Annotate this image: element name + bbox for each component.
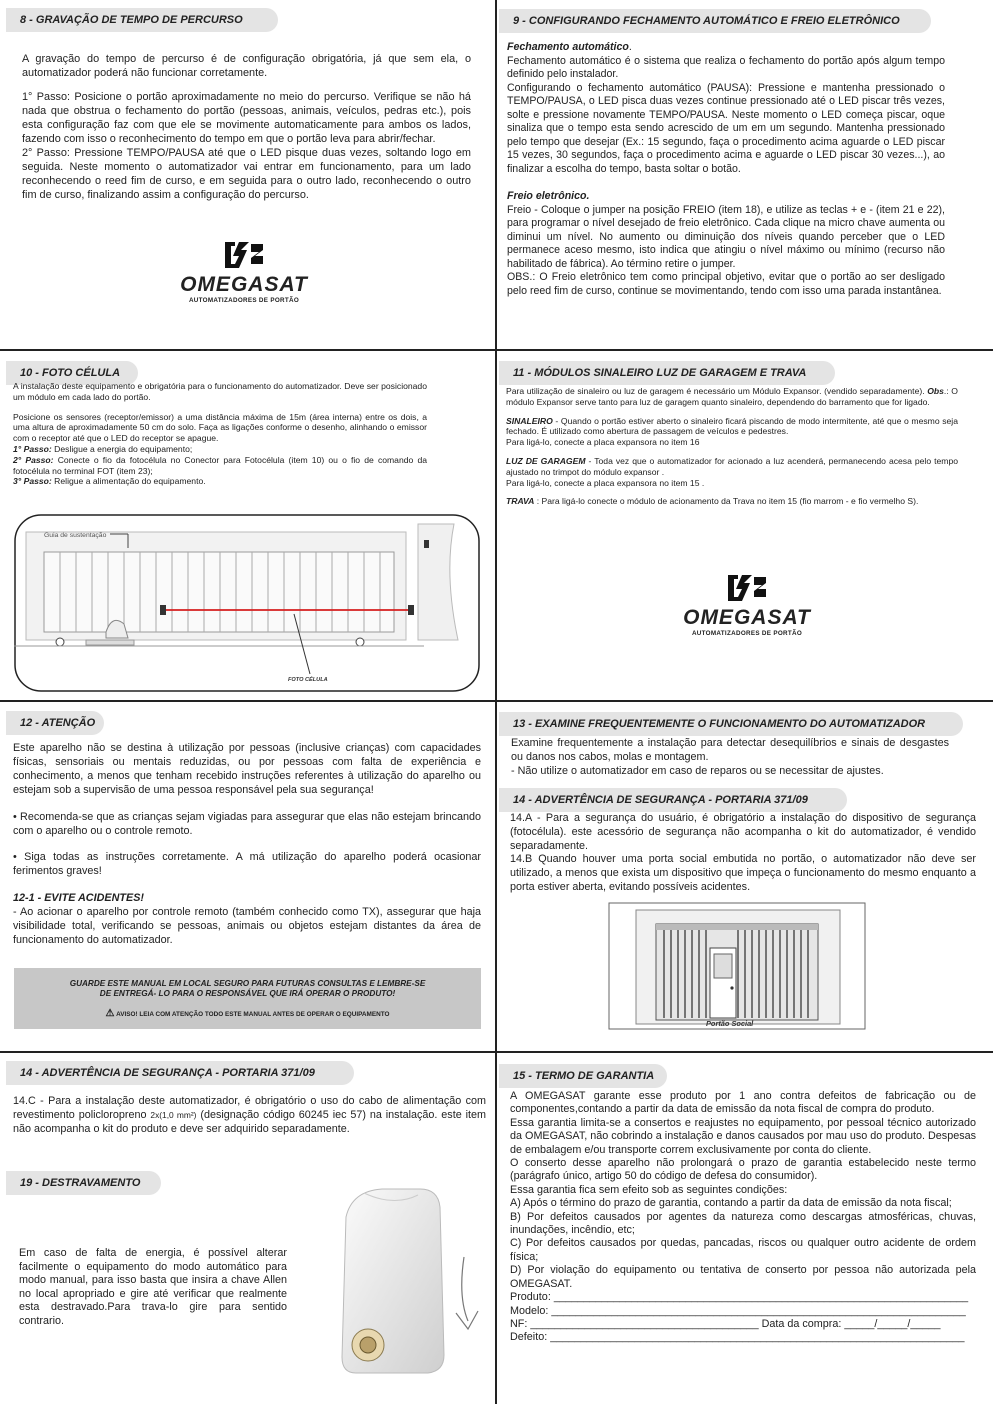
paragraph: 14.A - Para a segurança do usuário, é obrigatório a instalação do dispositivo de segurança (fotocélula). este acessório de segurança não acompanha o kit do automatizador, é vendido separadamente. xyxy=(510,812,976,852)
defeito-field[interactable]: Defeito: _____________________________________________________________________ xyxy=(510,1331,965,1344)
nf-field[interactable]: NF: ______________________________________ Data da compra: _____/_____/_____ xyxy=(510,1317,941,1330)
modelo-field[interactable]: Modelo: _____________________________________________________________________ xyxy=(510,1304,966,1317)
paragraph: A gravação do tempo de percurso é de configuração obrigatória, já que sem ela, o automatizador poderá não funcionar corretamente. xyxy=(22,53,471,79)
paragraph: 14.C - Para a instalação deste automatizador, é obrigatório o uso do cabo de alimentação com revestimento policloropreno xyxy=(13,1095,486,1121)
paragraph: Essa garantia limita-se a consertos e reajustes no equipamento, por pessoal técnico autorizado da OMEGASAT, não cobrindo a instalação e danos causados por mau uso do produto. Despesas de embalagem e/ou transporte correm exclusivamente por conta do cliente. xyxy=(510,1116,976,1156)
warning-triangle-icon: ⚠ xyxy=(105,1008,115,1019)
section-15-title: 15 - TERMO DE GARANTIA xyxy=(499,1064,667,1088)
section-10-body xyxy=(13,381,427,487)
section-19-body xyxy=(19,1247,287,1329)
section-19-title: 19 - DESTRAVAMENTO xyxy=(6,1171,161,1195)
condition-item: D) Por violação do equipamento ou tentativa de conserto por pessoa não autorizada pela OMEGASAT. xyxy=(510,1264,976,1290)
paragraph: Para ligá-lo, conecte a placa expansora no item 15 . xyxy=(506,477,705,488)
motor-unlock-illustration xyxy=(334,1185,494,1377)
section-10 xyxy=(0,351,495,700)
guide-label: Guia de sustentação xyxy=(44,532,107,539)
paragraph: : Para ligá-lo conecte o módulo de acionamento da Trava no item 15 (fio marrom - e fio vermelho S). xyxy=(534,496,919,507)
section-12 xyxy=(0,702,495,1051)
paragraph: 1° Passo: Posicione o portão aproximadamente no meio do percurso. Verifique se não há nada que obstrua o fechamento do portão (pessoas, animais, veículos, pedras etc.), pois esta configuração faz com que ele se movimente automaticamente para ambos os lados, fazendo com isso o reconhecimento do tempo em que o portão leva para abrir/fechar. xyxy=(22,91,471,145)
paragraph: O conserto desse aparelho não prolongará o prazo de garantia estabelecido neste termo (parágrafo único, artigo 50 do código de defesa do consumidor). xyxy=(510,1157,976,1183)
logo-brand: OMEGASAT xyxy=(683,606,811,629)
paragraph: A OMEGASAT garante esse produto por 1 ano contra defeitos de fabricação ou de componentes,contando a partir da data de emissão da nota fiscal de compra do produto. xyxy=(510,1090,976,1116)
paragraph: OBS.: O Freio eletrônico tem como principal objetivo, evitar que o portão ao ser desligado pelo reed fim de curso, continue se movimentando, tendo com isso uma parada instantânea. xyxy=(507,271,945,297)
section-14b-19 xyxy=(0,1053,495,1404)
paragraph: Para utilização de sinaleiro ou luz de garagem é necessário um Módulo Expansor. (vendido separadamente). xyxy=(506,386,928,396)
section-14b-body xyxy=(13,1095,486,1136)
paragraph: Em caso de falta de energia, é possível alterar facilmente o equipamento do modo automático para modo manual, para isso basta que insira a chave Allen no local apropriado e gire até verificar que realmente esta destravado.Para trava-lo gire para sentido contrario. xyxy=(19,1247,287,1327)
paragraph: .: O módulo Expansor serve tanto para luz de garagem quanto sinaleiro, dependendo do barramento que for ligado. xyxy=(506,386,958,407)
section-13-14 xyxy=(497,702,993,1051)
cable-spec: 2x(1,0 mm²) xyxy=(150,1109,197,1120)
condition-item: A) Após o término do prazo de garantia, contando a partir da data de emissão da nota fiscal; xyxy=(510,1197,952,1210)
step-label: 3° Passo: xyxy=(13,476,52,487)
section-8-body xyxy=(22,52,471,202)
paragraph: Fechamento automático é o sistema que realiza o fechamento do portão após algum tempo definido pelo instalador. xyxy=(507,54,945,80)
photocell-gate-diagram xyxy=(14,514,480,692)
section-9 xyxy=(497,0,993,349)
social-door-gate-illustration xyxy=(608,902,866,1030)
step-text: Religue a alimentação do equipamento. xyxy=(51,476,206,487)
section-13-title: 13 - EXAMINE FREQUENTEMENTE O FUNCIONAMENTO DO AUTOMATIZADOR xyxy=(499,712,963,736)
paragraph: Essa garantia fica sem efeito sob as seguintes condições: xyxy=(510,1183,788,1196)
paragraph: Este aparelho não se destina à utilização por pessoas (inclusive crianças) com capacidades físicas, sensoriais ou mentais reduzidas, ou por pessoas com falta de experiência e conhecimento, a menos que tenham recebido instruções referentes à utilização do aparelho ou estejam sob a supervisão de uma pessoa responsável pela sua segurança! xyxy=(13,742,481,796)
omegasat-logo xyxy=(176,240,312,305)
warning-line: DE ENTREGÁ- LO PARA O RESPONSÁVEL QUE IRÁ OPERAR O PRODUTO! xyxy=(99,989,396,998)
logo-tagline: AUTOMATIZADORES DE PORTÃO xyxy=(188,297,300,304)
section-15-body xyxy=(510,1090,976,1345)
paragraph: - Quando o portão estiver aberto o sinaleiro ficará piscando de modo intermitente, até que o mesmo seja fechado. É utilizado como abertura de passagem de veículos e pedestres. xyxy=(506,415,958,437)
obs-label: Obs xyxy=(927,386,944,396)
step-text: Conecte o fio da fotocélula no Conector para Fotocélula (item 10) ou o fio de comando da fotocélula no terminal FOT (item 23); xyxy=(13,454,428,476)
section-12-body xyxy=(13,742,481,948)
step-text: Desligue a energia do equipamento; xyxy=(51,443,193,454)
condition-item: C) Por defeitos causados por quedas, pancadas, riscos ou qualquer outro acidente de ordem física; xyxy=(510,1237,976,1263)
logo-tagline: AUTOMATIZADORES DE PORTÃO xyxy=(691,630,803,637)
photocell-label: FOTO CÉLULA xyxy=(288,677,328,683)
section-15 xyxy=(497,1053,993,1404)
section-11-title: 11 - MÓDULOS SINALEIRO LUZ DE GARAGEM E TRAVA xyxy=(499,361,835,385)
paragraph: Posicione os sensores (receptor/emissor) a uma distância máxima de 15m (área interna) entre os dois, a uma altura de aproximadamente 50 cm do solo. Faça as ligações conforme o desenho, alinhando o emissor com o receptor até que o LED do receptor se apague. xyxy=(13,411,427,444)
warning-box xyxy=(14,968,481,1029)
section-14a-body xyxy=(510,812,976,895)
section-8-title: 8 - GRAVAÇÃO DE TEMPO DE PERCURSO xyxy=(6,8,278,32)
paragraph: (designação código 60245 iec 57) na instalação. este item não acompanha o kit do produto e deve ser adquirido separadamente. xyxy=(13,1108,486,1135)
logo-brand: OMEGASAT xyxy=(180,273,308,296)
social-door-caption: Portão Social xyxy=(706,1019,754,1028)
section-8 xyxy=(0,0,495,349)
omegasat-logo xyxy=(679,573,815,638)
paragraph: Freio - Coloque o jumper na posição FREIO (item 18), e utilize as teclas + e - (item 21 e 22), para programar o nível desejado de freio eletrônico. Cada clique na micro chave aumenta ou diminui um nível. No aumento ou diminuição dos níveis quando perceber que o LED permanece aceso mesmo, isto indica que atingiu o nível máximo ou mínimo (recurso não habilitado de fábrica). Ao término retire o jumper. xyxy=(507,203,945,270)
section-14b-title: 14 - ADVERTÊNCIA DE SEGURANÇA - PORTARIA 371/09 xyxy=(6,1061,354,1085)
subheading: Freio eletrônico. xyxy=(507,190,590,202)
sinaleiro-label: SINALEIRO xyxy=(506,415,553,426)
paragraph: Configurando o fechamento automático (PAUSA): Pressione e mantenha pressionado o TEMPO/PAUSA, o LED pisca duas vezes continue pressionado até o LED piscar três vezes, solte e pressione novamente TEMPO/PAUSA. Neste momento o LED começa piscar, oque sinaliza que o tempo esta sendo acrescido de um em um segundo. Mantenha pressionado pelo tempo que desejar (Ex.: 15 segundo, faça o procedimento acima aguarde o LED piscar 15 vezes, 30 segundos, faça o procedimento acima e aguarde o LED piscar 30 vezes...), ao finalizar a escolha do tempo, basta soltar o botão. xyxy=(507,81,945,175)
subheading: 12-1 - EVITE ACIDENTES! xyxy=(13,892,144,905)
paragraph: 2° Passo: Pressione TEMPO/PAUSA até que o LED pisque duas vezes, soltando logo em seguida. Neste momento o automatizador vai entrar em funcionamento, para um lado reconhecendo o reed fim de curso, e em seguida para o outro lado, reconhecendo o outro fim de curso, finalizando assim a configuração do percurso. xyxy=(22,147,471,201)
paragraph: Examine frequentemente a instalação para detectar desequilíbrios e sinais de desgastes ou danos nos cabos, molas e montagem. xyxy=(511,737,949,763)
section-14a-title: 14 - ADVERTÊNCIA DE SEGURANÇA - PORTARIA 371/09 xyxy=(499,788,847,812)
paragraph: 14.B Quando houver uma porta social embutida no portão, o automatizador não deve ser utilizado, a menos que exista um dispositivo que impeça o funcionamento do mesmo enquanto a porta estiver aberta, evitando possíveis acidentes. xyxy=(510,853,976,893)
logo-mark-icon xyxy=(679,573,815,607)
section-11 xyxy=(497,351,993,700)
condition-item: B) Por defeitos causados por agentes da natureza como descargas atmosféricas, chuvas, inundações, incêndio, etc; xyxy=(510,1210,976,1237)
luz-label: LUZ DE GARAGEM xyxy=(506,455,586,466)
section-10-title: 10 - FOTO CÉLULA xyxy=(6,361,138,385)
subheading: Fechamento automático xyxy=(507,41,629,53)
produto-field[interactable]: Produto: _____________________________________________________________________ xyxy=(510,1291,969,1304)
paragraph: - Toda vez que o automatizador for acionado a luz acenderá, permanecendo acesa pelo tempo ajustado no trimpot do módulo expansor . xyxy=(506,455,959,477)
trava-label: TRAVA xyxy=(506,496,535,507)
section-12-title: 12 - ATENÇÃO xyxy=(6,711,104,735)
section-13-body xyxy=(511,737,949,778)
warning-notice: AVISO! LEIA COM ATENÇÃO TODO ESTE MANUAL ANTES DE OPERAR O EQUIPAMENTO xyxy=(116,1011,390,1018)
paragraph: Para ligá-lo, conecte a placa expansora no item 16 xyxy=(506,437,700,448)
step-label: 1° Passo: xyxy=(13,443,52,454)
section-9-title: 9 - CONFIGURANDO FECHAMENTO AUTOMÁTICO E FREIO ELETRÔNICO xyxy=(499,9,931,33)
paragraph: • Recomenda-se que as crianças sejam vigiadas para assegurar que elas não estejam brincando com o aparelho ou o controle remoto. xyxy=(13,810,481,837)
paragraph: A instalação deste equipamento e obrigatória para o funcionamento do automatizador. Deve ser posicionado um módulo em cada lado do portão. xyxy=(13,381,427,402)
section-11-body xyxy=(506,386,958,507)
warning-line: GUARDE ESTE MANUAL EM LOCAL SEGURO PARA FUTURAS CONSULTAS E LEMBRE-SE xyxy=(69,979,426,988)
step-label: 2° Passo: xyxy=(13,454,54,465)
section-9-body: Fechamento automático. Fechamento automático é o sistema que realiza o fechamento do portão após algum tempo definido pelo instalador. Configurando o fechamento automático (PAUSA): Pressione e mantenha pressionado o TEMPO/PAUSA, o LED pisca duas vezes continue pressionado até o LED piscar três vezes, solte e pressione novamente TEMPO/PAUSA. Neste momento o LED começa piscar, oque sinaliza que o tempo esta sendo acrescido de um em um segundo. Mantenha pressionado pelo tempo que desejar (Ex.: 15 segundo, faça o procedimento acima aguarde o LED piscar 15 vezes, 30 segundos, faça o procedimento acima e aguarde o LED piscar 30 vezes...), ao finalizar a escolha do tempo, basta soltar o botão. Freio eletrônico. Freio - Coloque o jumper na posição FREIO (item 18), e utilize as teclas + e - (item 21 e 22), para programar o nível desejado de freio eletrônico. Cada clique na micro chave aumenta ou diminui um nível. No aumento ou diminuição dos níveis quando perceber que o LED permanece aceso mesmo, isto indica que atingiu o nível máximo ou mínimo (recurso não habilitado de fábrica). Ao término retire o jumper. OBS.: O Freio eletrônico tem como principal objetivo, evitar que o portão ao ser desligado pelo reed fim de curso, continue se movimentando, tendo com isso uma parada instantânea. xyxy=(507,41,945,297)
paragraph: - Ao acionar o aparelho por controle remoto (também conhecido como TX), assegurar que haja visibilidade total, verificando se pessoas, animais ou objetos estejam distantes da área de funcionamento do automatizador. xyxy=(13,906,481,946)
paragraph: - Não utilize o automatizador em caso de reparos ou se necessitar de ajustes. xyxy=(511,764,884,777)
paragraph: • Siga todas as instruções corretamente. A má utilização do aparelho poderá ocasionar ferimentos graves! xyxy=(13,851,481,878)
logo-mark-icon xyxy=(176,240,312,274)
